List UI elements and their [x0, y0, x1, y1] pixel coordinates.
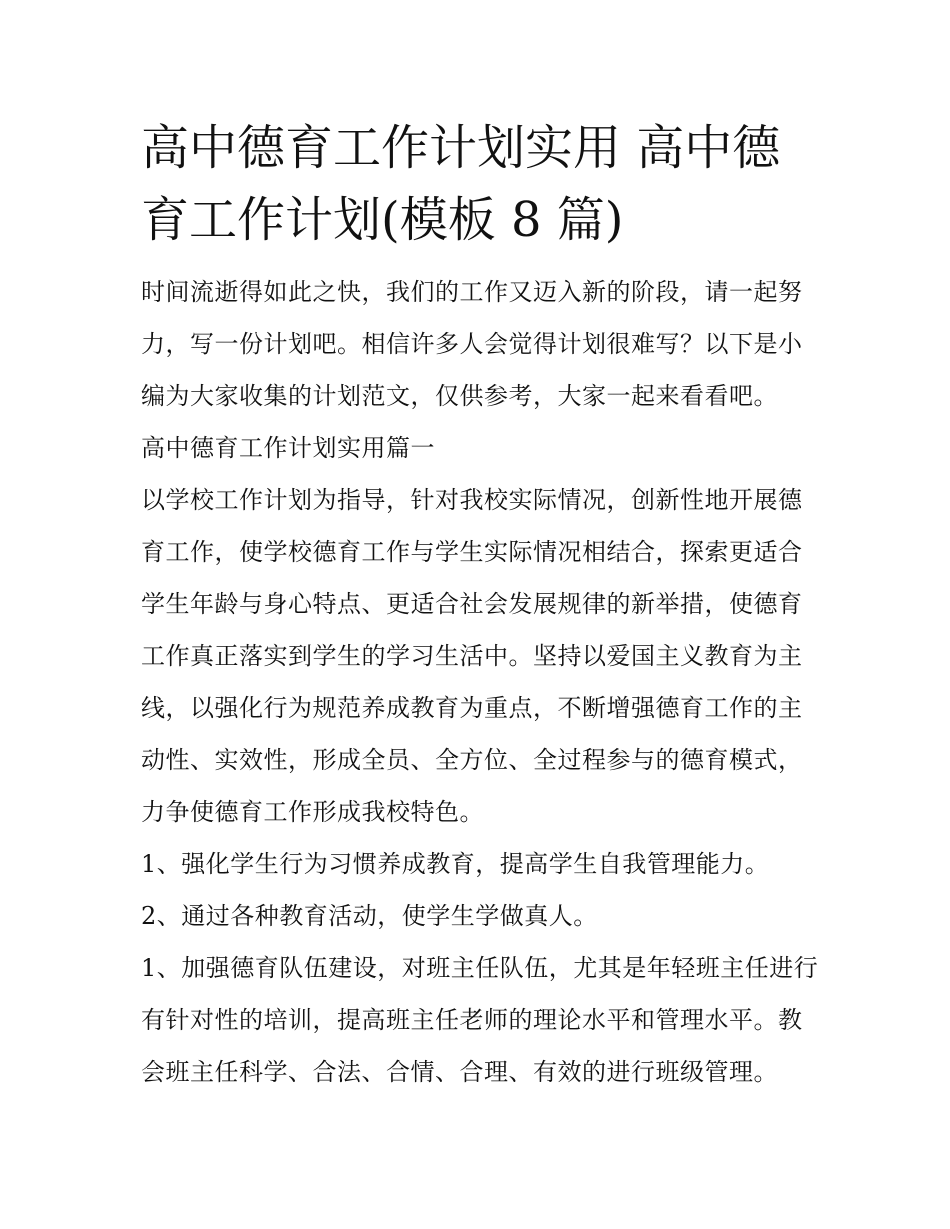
list-item: 1、加强德育队伍建设，对班主任队伍，尤其是年轻班主任进行有针对性的培训，提高班主任老师的理论水平和管理水平。教会班主任科学、合法、合情、合理、有效的进行班级管理。 — [141, 954, 819, 1086]
list-item: 2、通过各种教育活动，使学生学做真人。 — [141, 902, 598, 930]
list-item: 1、强化学生行为习惯养成教育，提高学生自我管理能力。 — [141, 850, 770, 878]
body-paragraph: 以学校工作计划为指导，针对我校实际情况，创新性地开展德育工作，使学校德育工作与学生实际情况相结合，探索更适合学生年龄与身心特点、更适合社会发展规律的新举措，使德育工作真正落实到学生的学习生活中。坚持以爱国主义教育为主线，以强化行为规范养成教育为重点，不断增强德育工作的主动性、实效性，形成全员、全方位、全过程参与的德育模式，力争使德育工作形成我校特色。 — [141, 486, 803, 826]
document-page — [141, 112, 821, 1098]
intro-paragraph: 时间流逝得如此之快，我们的工作又迈入新的阶段，请一起努力，写一份计划吧。相信许多人会觉得计划很难写？以下是小编为大家收集的计划范文，仅供参考，大家一起来看看吧。 — [141, 278, 803, 410]
document-title: 高中德育工作计划实用 高中德育工作计划(模板 8 篇) — [141, 120, 781, 248]
section-heading: 高中德育工作计划实用篇一 — [141, 434, 435, 462]
document-body — [141, 266, 821, 1098]
